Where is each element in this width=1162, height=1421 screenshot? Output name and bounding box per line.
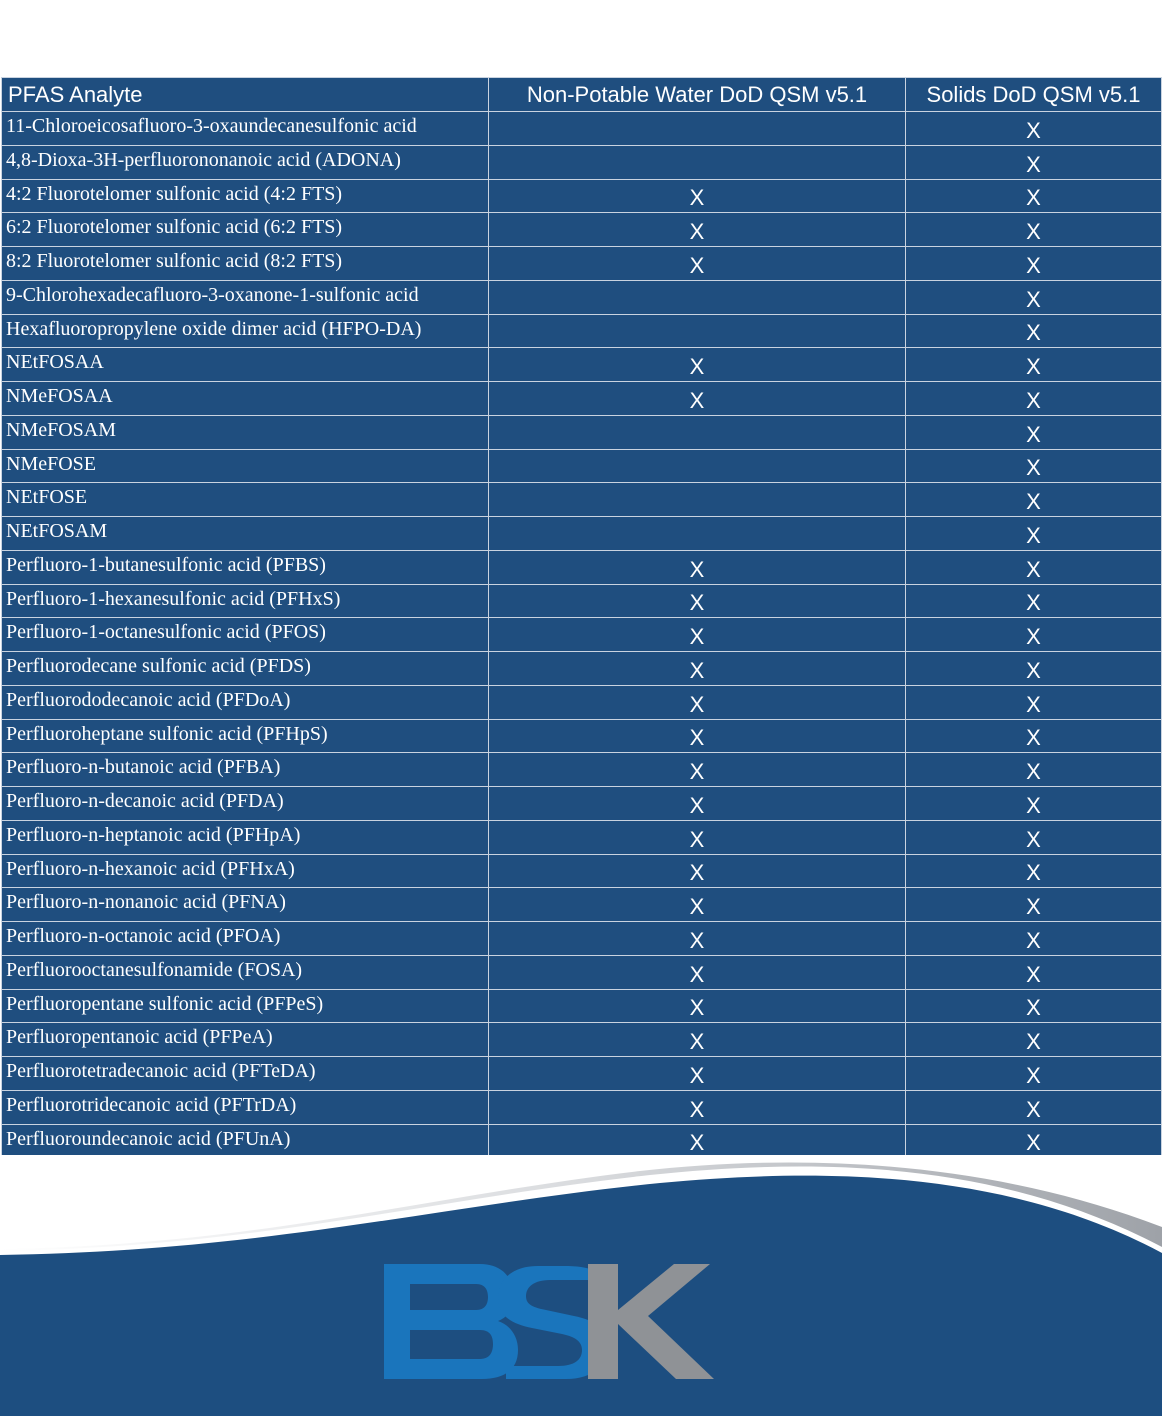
header-non-potable-water: Non-Potable Water DoD QSM v5.1	[489, 78, 906, 111]
analyte-cell: 4:2 Fluorotelomer sulfonic acid (4:2 FTS)	[2, 180, 489, 213]
analyte-cell: 8:2 Fluorotelomer sulfonic acid (8:2 FTS)	[2, 247, 489, 280]
analyte-cell: NMeFOSAM	[2, 416, 489, 449]
non-potable-water-cell	[489, 483, 906, 516]
solids-cell: X	[906, 990, 1162, 1023]
analyte-cell: Perfluoro-1-butanesulfonic acid (PFBS)	[2, 551, 489, 584]
solids-cell: X	[906, 753, 1162, 786]
non-potable-water-cell	[489, 416, 906, 449]
table-row	[2, 686, 1162, 720]
solids-cell: X	[906, 315, 1162, 348]
analyte-cell: NEtFOSAM	[2, 517, 489, 550]
analyte-cell: NEtFOSE	[2, 483, 489, 516]
non-potable-water-cell: X	[489, 1023, 906, 1056]
solids-cell: X	[906, 348, 1162, 381]
analyte-cell: Hexafluoropropylene oxide dimer acid (HFPO-DA)	[2, 315, 489, 348]
analyte-cell: Perfluoro-n-heptanoic acid (PFHpA)	[2, 821, 489, 854]
solids-cell: X	[906, 855, 1162, 888]
non-potable-water-cell: X	[489, 990, 906, 1023]
analyte-cell: Perfluoro-n-nonanoic acid (PFNA)	[2, 888, 489, 921]
solids-cell: X	[906, 213, 1162, 246]
table-row	[2, 1057, 1162, 1091]
table-row	[2, 922, 1162, 956]
solids-cell: X	[906, 382, 1162, 415]
non-potable-water-cell: X	[489, 382, 906, 415]
table-row	[2, 720, 1162, 754]
analyte-cell: Perfluorotridecanoic acid (PFTrDA)	[2, 1091, 489, 1124]
analyte-cell: Perfluoro-n-octanoic acid (PFOA)	[2, 922, 489, 955]
table-row	[2, 247, 1162, 281]
table-row	[2, 281, 1162, 315]
solids-cell: X	[906, 787, 1162, 820]
table-row	[2, 787, 1162, 821]
table-body	[2, 112, 1162, 1158]
analyte-cell: 4,8-Dioxa-3H-perfluorononanoic acid (ADONA)	[2, 146, 489, 179]
table-row	[2, 551, 1162, 585]
header-solids: Solids DoD QSM v5.1	[906, 78, 1162, 111]
solids-cell: X	[906, 888, 1162, 921]
solids-cell: X	[906, 1125, 1162, 1158]
non-potable-water-cell: X	[489, 618, 906, 651]
analyte-cell: Perfluorotetradecanoic acid (PFTeDA)	[2, 1057, 489, 1090]
analyte-cell: Perfluorodecane sulfonic acid (PFDS)	[2, 652, 489, 685]
bsk-logo-graphic	[380, 1258, 720, 1386]
solids-cell: X	[906, 618, 1162, 651]
table-header-row	[2, 78, 1162, 112]
table-row	[2, 146, 1162, 180]
table-row	[2, 315, 1162, 349]
table-row	[2, 348, 1162, 382]
bsk-logo	[380, 1258, 720, 1386]
analyte-cell: Perfluoroundecanoic acid (PFUnA)	[2, 1125, 489, 1158]
table-row	[2, 1091, 1162, 1125]
table-row	[2, 585, 1162, 619]
solids-cell: X	[906, 1057, 1162, 1090]
analyte-cell: Perfluorododecanoic acid (PFDoA)	[2, 686, 489, 719]
analyte-cell: 11-Chloroeicosafluoro-3-oxaundecanesulfonic acid	[2, 112, 489, 145]
solids-cell: X	[906, 1091, 1162, 1124]
solids-cell: X	[906, 585, 1162, 618]
non-potable-water-cell	[489, 146, 906, 179]
non-potable-water-cell: X	[489, 855, 906, 888]
solids-cell: X	[906, 821, 1162, 854]
analyte-cell: Perfluoro-n-butanoic acid (PFBA)	[2, 753, 489, 786]
table-row	[2, 618, 1162, 652]
non-potable-water-cell: X	[489, 720, 906, 753]
table-row	[2, 888, 1162, 922]
table-row	[2, 1023, 1162, 1057]
non-potable-water-cell	[489, 112, 906, 145]
non-potable-water-cell: X	[489, 585, 906, 618]
analyte-cell: Perfluoroheptane sulfonic acid (PFHpS)	[2, 720, 489, 753]
solids-cell: X	[906, 416, 1162, 449]
solids-cell: X	[906, 686, 1162, 719]
analyte-cell: 6:2 Fluorotelomer sulfonic acid (6:2 FTS)	[2, 213, 489, 246]
table-row	[2, 213, 1162, 247]
analyte-cell: Perfluorooctanesulfonamide (FOSA)	[2, 956, 489, 989]
solids-cell: X	[906, 146, 1162, 179]
analyte-cell: Perfluoro-1-octanesulfonic acid (PFOS)	[2, 618, 489, 651]
table-row	[2, 483, 1162, 517]
non-potable-water-cell: X	[489, 247, 906, 280]
table-row	[2, 416, 1162, 450]
solids-cell: X	[906, 180, 1162, 213]
solids-cell: X	[906, 281, 1162, 314]
solids-cell: X	[906, 720, 1162, 753]
non-potable-water-cell: X	[489, 821, 906, 854]
solids-cell: X	[906, 551, 1162, 584]
table-row	[2, 1125, 1162, 1159]
non-potable-water-cell	[489, 450, 906, 483]
solids-cell: X	[906, 956, 1162, 989]
table-row	[2, 990, 1162, 1024]
solids-cell: X	[906, 450, 1162, 483]
non-potable-water-cell: X	[489, 348, 906, 381]
analyte-cell: Perfluoropentane sulfonic acid (PFPeS)	[2, 990, 489, 1023]
solids-cell: X	[906, 652, 1162, 685]
analyte-cell: NMeFOSAA	[2, 382, 489, 415]
non-potable-water-cell: X	[489, 686, 906, 719]
table-row	[2, 517, 1162, 551]
table-row	[2, 821, 1162, 855]
analyte-cell: Perfluoropentanoic acid (PFPeA)	[2, 1023, 489, 1056]
table-row	[2, 855, 1162, 889]
non-potable-water-cell	[489, 315, 906, 348]
analyte-cell: Perfluoro-n-decanoic acid (PFDA)	[2, 787, 489, 820]
table-row	[2, 180, 1162, 214]
table-row	[2, 112, 1162, 146]
pfas-analyte-table	[1, 77, 1162, 1158]
non-potable-water-cell: X	[489, 787, 906, 820]
non-potable-water-cell: X	[489, 956, 906, 989]
table-row	[2, 956, 1162, 990]
table-row	[2, 450, 1162, 484]
non-potable-water-cell	[489, 517, 906, 550]
table-row	[2, 652, 1162, 686]
non-potable-water-cell: X	[489, 551, 906, 584]
analyte-cell: NEtFOSAA	[2, 348, 489, 381]
non-potable-water-cell: X	[489, 922, 906, 955]
non-potable-water-cell: X	[489, 180, 906, 213]
solids-cell: X	[906, 1023, 1162, 1056]
solids-cell: X	[906, 112, 1162, 145]
non-potable-water-cell: X	[489, 213, 906, 246]
non-potable-water-cell: X	[489, 753, 906, 786]
table-row	[2, 753, 1162, 787]
non-potable-water-cell: X	[489, 1057, 906, 1090]
header-analyte: PFAS Analyte	[2, 78, 489, 111]
solids-cell: X	[906, 922, 1162, 955]
analyte-cell: Perfluoro-n-hexanoic acid (PFHxA)	[2, 855, 489, 888]
non-potable-water-cell: X	[489, 652, 906, 685]
solids-cell: X	[906, 517, 1162, 550]
table-row	[2, 382, 1162, 416]
analyte-cell: NMeFOSE	[2, 450, 489, 483]
solids-cell: X	[906, 247, 1162, 280]
non-potable-water-cell: X	[489, 1091, 906, 1124]
non-potable-water-cell	[489, 281, 906, 314]
solids-cell: X	[906, 483, 1162, 516]
analyte-cell: Perfluoro-1-hexanesulfonic acid (PFHxS)	[2, 585, 489, 618]
non-potable-water-cell: X	[489, 888, 906, 921]
non-potable-water-cell: X	[489, 1125, 906, 1158]
analyte-cell: 9-Chlorohexadecafluoro-3-oxanone-1-sulfonic acid	[2, 281, 489, 314]
